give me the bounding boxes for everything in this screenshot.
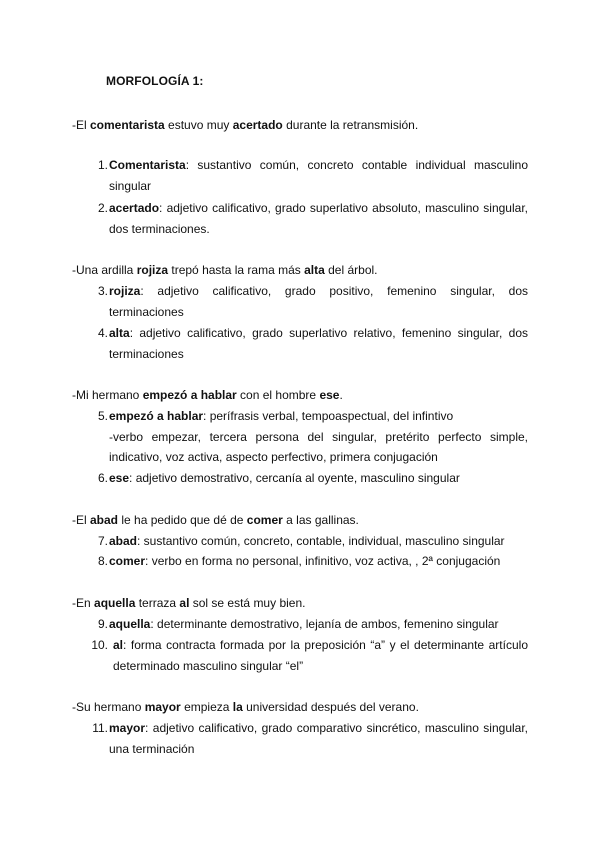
sentence-text: -Una ardilla — [72, 263, 137, 277]
analysis-item-10 — [88, 635, 528, 676]
item-description: : adjetivo calificativo, grado superlativo relativo, femenino singular, dos — [129, 326, 528, 340]
item-number: 2. — [97, 201, 108, 215]
analysis-item-11 — [88, 718, 528, 759]
item-number: 10. — [91, 638, 108, 652]
example-sentence-1 — [72, 118, 418, 132]
item-term: ese — [109, 471, 130, 485]
sentence-text: con el hombre — [236, 388, 320, 402]
sentence-keyword: empezó a hablar — [142, 388, 237, 402]
example-sentence-6 — [72, 700, 419, 714]
analysis-item-6 — [88, 468, 528, 489]
item-number: 9. — [97, 617, 108, 631]
item-term: empezó a hablar — [109, 409, 204, 423]
sentence-text: estuvo muy — [164, 118, 233, 132]
item-description: indicativo, voz activa, aspecto perfectivo, primera conjugación — [109, 450, 438, 464]
item-number: 3. — [97, 284, 108, 298]
item-description: : sustantivo común, concreto contable individual masculino — [185, 158, 528, 172]
item-description: determinado masculino singular “el” — [113, 658, 304, 673]
item-description: una terminación — [109, 741, 195, 756]
item-term: aquella — [109, 617, 151, 631]
item-description: : adjetivo calificativo, grado superlativo absoluto, masculino singular, — [159, 201, 528, 215]
example-sentence-2 — [72, 263, 378, 277]
example-sentence-4 — [72, 513, 359, 527]
analysis-item-8 — [88, 551, 528, 572]
analysis-item-7 — [88, 531, 528, 552]
sentence-text: a las gallinas. — [282, 513, 359, 527]
item-number: 5. — [97, 409, 108, 423]
sentence-keyword: aquella — [94, 596, 136, 610]
sentence-text: -Su hermano — [72, 700, 145, 714]
item-term: acertado — [109, 201, 160, 215]
item-term: alta — [109, 326, 130, 340]
sentence-keyword: alta — [304, 263, 325, 277]
sentence-text: del árbol. — [324, 263, 378, 277]
item-description: : adjetivo demostrativo, cercanía al oyente, masculino singular — [129, 471, 460, 485]
item-description: : adjetivo calificativo, grado positivo, femenino singular, dos — [140, 284, 528, 298]
sentence-keyword: mayor — [144, 700, 181, 714]
sentence-keyword: al — [179, 596, 190, 610]
item-term: mayor — [109, 721, 146, 735]
analysis-item-9 — [88, 614, 528, 635]
sentence-text: -En — [72, 596, 95, 610]
item-description: terminaciones — [109, 304, 184, 319]
item-term: abad — [109, 534, 138, 548]
item-description: : perífrasis verbal, tempoaspectual, del infintivo — [203, 409, 454, 423]
item-term: rojiza — [109, 284, 141, 298]
sentence-keyword: abad — [90, 513, 119, 527]
item-description: dos terminaciones. — [109, 221, 210, 236]
item-description: : forma contracta formada por la preposición “a” y el determinante artículo — [123, 638, 528, 652]
sentence-text: empieza — [180, 700, 233, 714]
item-term: al — [113, 638, 124, 652]
example-sentence-5 — [72, 596, 305, 610]
sentence-keyword: comer — [246, 513, 283, 527]
sentence-text: terraza — [135, 596, 180, 610]
sentence-text: universidad después del verano. — [242, 700, 419, 714]
item-description: : sustantivo común, concreto, contable, individual, masculino singular — [137, 534, 505, 548]
analysis-item-3 — [88, 281, 528, 322]
item-term: Comentarista — [109, 158, 186, 172]
sentence-keyword: comentarista — [90, 118, 165, 132]
sentence-text: -Mi hermano — [72, 388, 143, 402]
sentence-text: durante la retransmisión. — [282, 118, 419, 132]
item-number: 8. — [97, 554, 108, 568]
item-number: 6. — [97, 471, 108, 485]
analysis-item-4 — [88, 323, 528, 364]
sentence-keyword: acertado — [232, 118, 283, 132]
sentence-keyword: rojiza — [136, 263, 169, 277]
item-description: -verbo empezar, tercera persona del singular, pretérito perfecto simple, — [109, 429, 528, 444]
analysis-item-1 — [88, 155, 528, 196]
sentence-keyword: ese — [319, 388, 340, 402]
example-sentence-3 — [72, 388, 343, 402]
sentence-text: . — [339, 388, 343, 402]
item-description: terminaciones — [109, 346, 184, 361]
sentence-text: -El — [72, 513, 90, 527]
item-number: 11. — [92, 721, 108, 735]
item-number: 7. — [97, 534, 108, 548]
sentence-text: trepó hasta la rama más — [168, 263, 305, 277]
sentence-text: sol se está muy bien. — [189, 596, 306, 610]
analysis-item-5 — [88, 406, 528, 468]
analysis-item-2 — [88, 198, 528, 239]
sentence-text: -El — [72, 118, 90, 132]
item-description: : verbo en forma no personal, infinitivo, voz activa, , 2ª conjugación — [145, 554, 501, 568]
sentence-text: le ha pedido que dé de — [118, 513, 247, 527]
item-description: : adjetivo calificativo, grado comparativo sincrético, masculino singular, — [145, 721, 528, 735]
item-number: 1. — [97, 158, 108, 172]
sentence-keyword: la — [232, 700, 243, 714]
page-title: MORFOLOGÍA 1: — [106, 74, 204, 88]
item-description: : determinante demostrativo, lejanía de ambos, femenino singular — [150, 617, 499, 631]
item-number: 4. — [97, 326, 108, 340]
item-description: singular — [109, 178, 152, 193]
item-term: comer — [109, 554, 146, 568]
